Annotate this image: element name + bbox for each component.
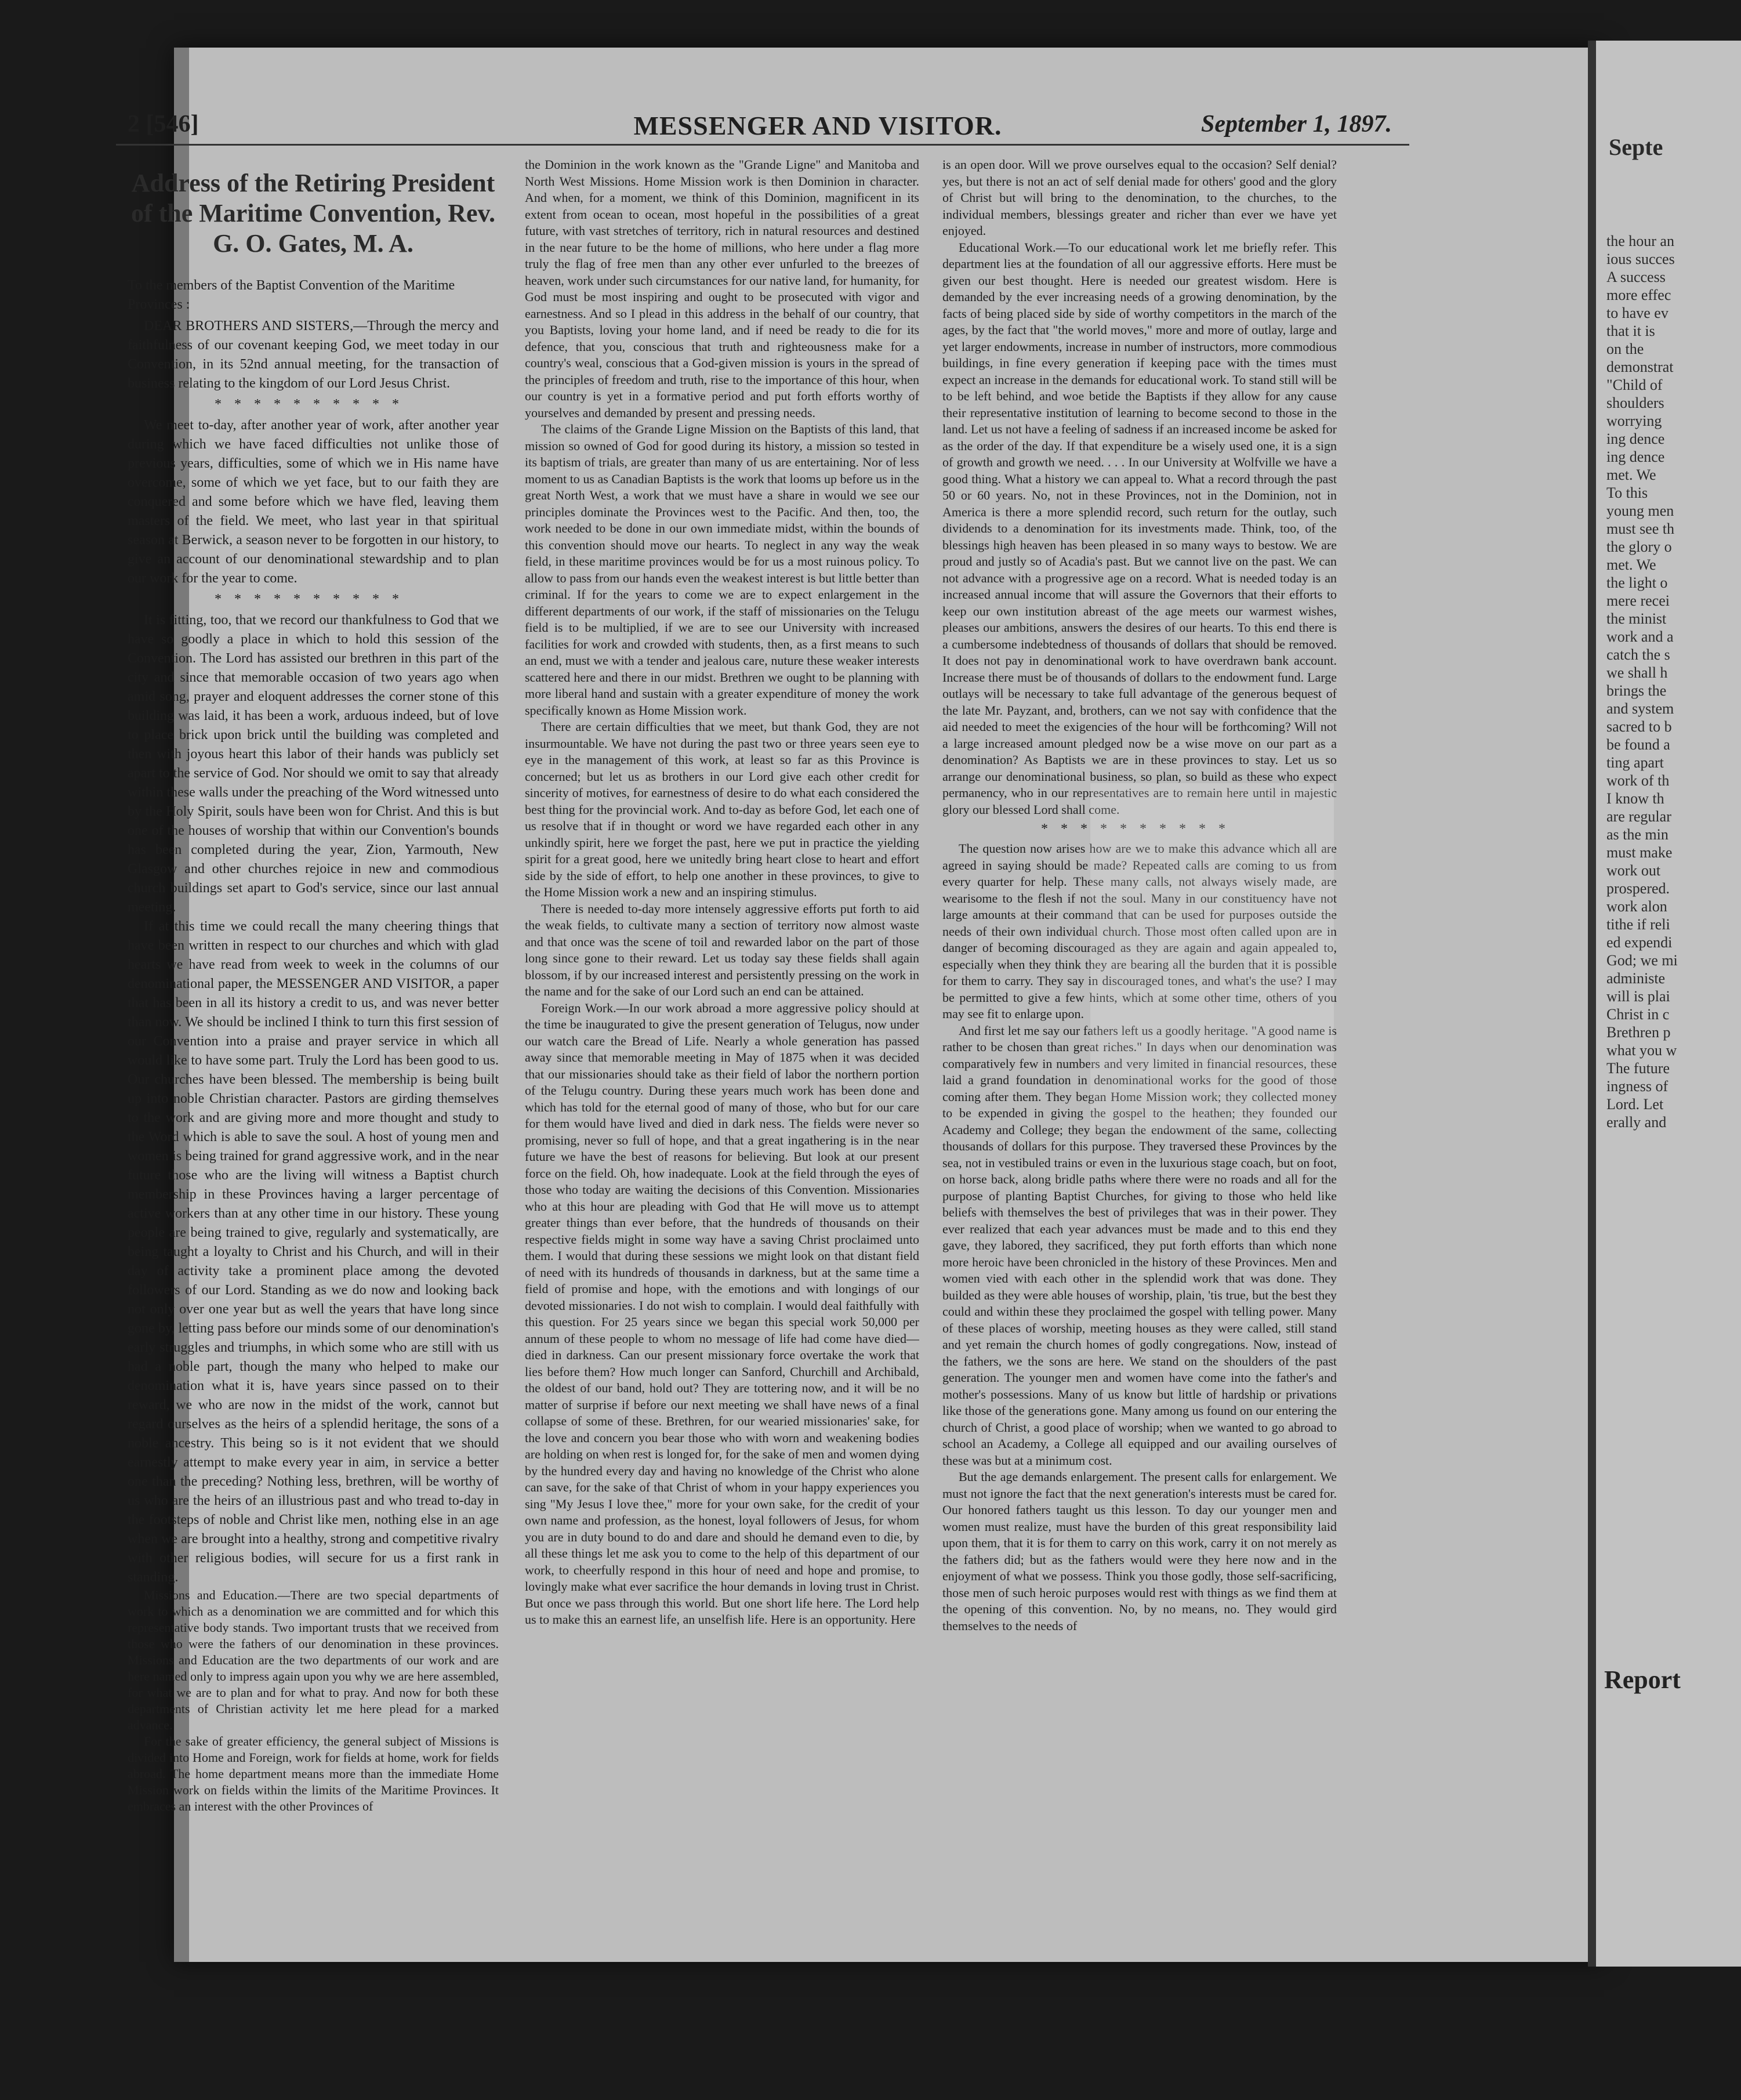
adjacent-page-line: met. We <box>1606 466 1656 483</box>
adjacent-page-line: that it is <box>1606 323 1655 339</box>
adjacent-page-text <box>1606 232 1741 1131</box>
column-2 <box>525 157 919 1943</box>
paragraph: For the sake of greater efficiency, the general subject of Missions is divided into Home and Foreign, work for fields at home, work for fields abroad. The home department means more than the immediate Home Mission work on fields within the limits of the Maritime Provinces. It embraces an interest with the other Provinces of <box>128 1734 499 1813</box>
adjacent-page-line: work of th <box>1606 772 1670 789</box>
adjacent-page-report-heading: Report <box>1604 1665 1681 1694</box>
adjacent-page-line: mere recei <box>1606 592 1670 609</box>
adjacent-page-line: young men <box>1606 502 1674 519</box>
adjacent-page-line: administe <box>1606 970 1666 987</box>
paragraph: Missions and Education.—There are two special departments of work to which as a denomination we are committed and for which this representative body stands. Two important trusts that we received from those who were the fathers of our denomination in these provinces. Missions and Education are the two departments of our work and are here named only to impress again upon you why we are here assembled, for what we are to plan and for what to pray. And now for both these departments of Christian activity let me here plead for a marked advance. <box>128 1588 499 1732</box>
adjacent-page-line: worrying <box>1606 412 1662 429</box>
column-1 <box>128 157 499 1943</box>
page-number: 2 [546] <box>128 111 199 137</box>
adjacent-page-line: more effec <box>1606 287 1671 303</box>
section-divider: ********** <box>215 397 412 412</box>
adjacent-page-line: must see th <box>1606 520 1674 537</box>
paragraph: And first let me say our fathers left us a goodly heritage. "A good name is rather to be chosen than great riches." In days when our denomination was comparatively few in numbers and very limited in financial resources, these laid a grand foundation in denominational works for the good of those coming after them. They began Home Mission work; they collected money to be expended in giving the gospel to the heathen; they founded our Academy and College; they began the endowment of the same, collecting thousands of dollars for this purpose. They traversed these Provinces by the sea, not in vestibuled trains or even in the luxurious stage coach, but on foot, on horse back, along bridle paths where there were no roads and all for the purpose of planting Baptist Churches, for giving to those who held like beliefs with themselves the best of privileges that was in their power. They ever realized that each year advances must be made and to this end they gave, they labored, they sacrificed, they put forth efforts than which none more heroic have been chronicled in the history of these Provinces. Men and women vied with each other in the splendid work that was done. They builded as they were able houses of worship, plain, 'tis true, but the best they could and within these they proclaimed the gospel with telling power. Many of these places of worship, meeting houses as they were called, still stand and yet remain the church homes of godly congregations. Now, instead of the fathers, we the sons are here. We stand on the shoulders of the past generation. The younger men and women have come into the father's and mother's possessions. Many of us know but little of hardship or privations like those of the generations gone. Many among us found on our entering the church of Christ, a good place of worship; when we wanted to go abroad to school an Academy, a College all equipped and our availing ourselves of these was but at a minimum cost. <box>942 1023 1337 1468</box>
adjacent-page-line: the light o <box>1606 574 1668 591</box>
adjacent-page-line: and system <box>1606 700 1674 717</box>
adjacent-page-line: The future <box>1606 1060 1670 1077</box>
adjacent-page-line: ious succes <box>1606 251 1675 267</box>
paragraph: But the age demands enlargement. The present calls for enlargement. We must not ignore the fact that the next generation's interests must be cared for. Our honored fathers taught us this lesson. To day our younger men and women must realize, must have the burden of this great responsibility laid upon them, that it is for them to carry on this work, carry it on not merely as the fathers did; but as the fathers would were they here now and in the enjoyment of what we possess. Think you those godly, those self-sacrificing, those men of such heroic purposes would rest with things as we find them at the opening of this convention. No, by no means, no. They would gird themselves to the needs of <box>942 1469 1337 1633</box>
adjacent-page-line: God; we mi <box>1606 952 1678 969</box>
paragraph: The question now arises how are we to make this advance which all are agreed in saying should be made? Repeated calls are coming to us from every quarter for help. These many calls, not always wisely made, are wearisome to the flesh if not the soul. Many in our constituency have not large amounts at their command that can be used for purposes outside the needs of their own individual church. Those most often called upon are in danger of becoming discouraged as they are again and again appealed to, especially when they think they are bearing all the burden that it is possible for them to carry. They say in discouraged tones, and what's the use? I may be permitted to give a few hints, which at some other time, others of you may see fit to enlarge upon. <box>942 841 1337 1021</box>
adjacent-page-line: on the <box>1606 341 1644 357</box>
section-divider: ********** <box>1041 821 1238 837</box>
adjacent-page-line: A success <box>1606 269 1666 285</box>
header-rule <box>116 144 1409 146</box>
adjacent-page-line: as the min <box>1606 826 1669 843</box>
adjacent-page-line: we shall h <box>1606 664 1668 681</box>
adjacent-page-line: ingness of <box>1606 1078 1669 1095</box>
adjacent-page-line: Lord. Let <box>1606 1096 1664 1113</box>
adjacent-page <box>1588 41 1741 1967</box>
adjacent-page-line: are regular <box>1606 808 1671 825</box>
adjacent-page-line: be found a <box>1606 736 1670 753</box>
adjacent-page-line: the hour an <box>1606 233 1674 249</box>
adjacent-page-line: work alon <box>1606 898 1667 915</box>
paragraph: DEAR BROTHERS AND SISTERS,—Through the mercy and faithfulness of our covenant keeping God, we meet today in our Convention, in its 52nd annual meeting, for the transaction of business relating to the kingdom of our Lord Jesus Christ. <box>128 318 499 391</box>
paragraph: Educational Work.—To our educational work let me briefly refer. This department lies at the foundation of all our aggressive efforts. Here must be given our best thought. Here is needed our greatest wisdom. Here is demanded by the ever increasing needs of a growing denomination, by the facts of being placed side by side of worthy competitors in the march of the ages, by the fact that "the world moves," more and more of outlay, large and yet larger endowments, increase in number of instructors, more commodious buildings, in fine every generation if keeping pace with the times must expect an increase in the demands for educational work. To stand still will be to be left behind, and woe betide the Baptists if they allow for any cause their representative institution of learning to become second to those in the land. Let us not have a feeling of sadness if an increased income be asked for as the order of the day. If that expenditure be a wisely used one, it is a sign of growth and growth we need. . . . In our University at Wolfville we have a good thing. What a history we can appeal to. What a record through the past 50 or 60 years. No, not in these Provinces, not in the Dominion, not in America is there a more splendid record, such return for the outlay, such dividends to a denomination for its investments made. Think, too, of the blessings high heaven has been pleased in so many ways to bestow. We are proud and justly so of Acadia's past. But we cannot live on the past. We can not advance with a progressive age on a record. What is needed today is an increased annual income that will assure the Governors that their efforts to keep our own institution abreast of the age meets our warmest wishes, pleases our ambitions, answers the desires of our hearts. To this end there is a cumbersome indebtedness of thousands of dollars that should be removed. It does not pay in denominational work to have overdrawn bank account. Increase there must be of thousands of dollars to the endowment fund. Large outlays will be necessary to take full advantage of the generous bequest of the late Mr. Payzant, and, brothers, can we not say with confidence that the aid needed to meet the exigencies of the hour will be forthcoming? Will not a large increased amount pledged now be a wise move on our part as a denomination? As Baptists we are in these provinces to stay. Let us so arrange our denominational business, so plan, so build as these who expect permanency, who in our representatives are to remain here until in majestic glory our blessed Lord shall come. <box>942 240 1337 817</box>
paragraph: Foreign Work.—In our work abroad a more aggressive policy should at the time be inaugurated to give the present generation of Telugus, now under our watch care the Bread of Life. Nearly a whole generation has passed away since that memorable meeting in May of 1875 when it was decided that our missionaries should take as their field of labor the northern portion of the Telugu country. During these years much work has been done and which has told for the eternal good of many of those, who but for our care for them would have lived and died in dark ness. The fields were never so promising, never so full of hope, and that a great ingathering is in the near future we have the best of reasons for believing. But look at our present force on the field. Oh, how inadequate. Look at the field through the eyes of those who today are waiting the decisions of this Convention. Missionaries who at this hour are pleading with God that He will move us to attempt greater things than ever before, that the hundreds of thousands on their respective fields might in some way have a saving Christ proclaimed unto them. I would that during these sessions we might look on that distant field of need with its hundreds of thousands in darkness, but at the same time a field of promise and hope, with the emotions and with longings of our devoted missionaries. I do not wish to complain. I would deal faithfully with this question. For 25 years since we began this special work 50,000 per annum of these people to whom no message of life had come have died—died in darkness. Can our present missionary force overtake the work that lies before them? How much longer can Sanford, Churchill and Archibald, the oldest of our band, hold out? They are tottering now, and it will be no matter of surprise if before our next meeting we shall have news of a final collapse of some of these. Brethren, for our wearied missionaries' sake, for the love and concern you bear those who with worn and weakening bodies are holding on when rest is longed for, for the sake of men and women dying by the hundred every day and having no knowledge of the Christ who alone can save, for the sake of that Christ of whom in your happy experiences you sing "My Jesus I love thee," more for your own sake, for the credit of your own name and profession, as the honest, loyal followers of Jesus, for whom you are in duty bound to do and dare and should he demand even to die, by all these things let me ask you to come to the help of this department of our work, to cheerfully respond in this hour of need and hope and promise, to lovingly make what ever sacrifice the hour demands in loving trust in Christ. But once we pass through this world. But one short life here. The Lord help us to make this an earnest life, an unselfish life. Here is an opportunity. Here <box>525 1000 919 1627</box>
paragraph: There are certain difficulties that we meet, but thank God, they are not insurmountable. We have not during the past two or three years seen eye to eye in the management of this work, at least so far as this Province is concerned; but let us as brothers in our Lord give each other credit for sincerity of motives, for earnestness of desire to do what each considered the best thing for the provincial work. And to-day as before God, let each one of us resolve that if in thought or word we have regarded each other in any unkindly spirit, here we forget the past, here we put in practice the yielding spirit for a great good, here we unitedly bring heart close to heart and effort side by the side of effort, to help one another in these provinces, to give to the Home Mission work a new and an inspiring stimulus. <box>525 719 919 899</box>
paragraph: the Dominion in the work known as the "Grande Ligne" and Manitoba and North West Missions. Home Mission work is then Dominion in character. And when, for a moment, we think of this Dominion, magnificent in its extent from ocean to ocean, most hopeful in the possibilities of a great future, with vast stretches of territory, rich in natural resources and destined in the near future to be the home of millions, who here under a flag more truly the flag of free men than any other ever unfurled to the breezes of heaven, work under such circumstances for our native land, for humanity, for God must be most inspiring and ought to be prosecuted with vigor and earnestness. And so I plead in this address in the behalf of our country, that you Baptists, loving your home land, and if need be ready to die for its defence, that you, conscious that truth and righteousness make for a country's weal, conscious that a God-given mission is yours in the spread of the principles of freedom and truth, rise to the importance of this hour, when our country is yet in a formative period and put forth efforts worthy of yourselves and demanded by present and pressing needs. <box>525 157 919 420</box>
adjacent-page-line: Christ in c <box>1606 1006 1670 1023</box>
adjacent-page-line: will is plai <box>1606 988 1670 1005</box>
adjacent-page-line: the glory o <box>1606 538 1672 555</box>
newspaper-title: MESSENGER AND VISITOR. <box>633 111 1002 140</box>
adjacent-page-line: ting apart <box>1606 754 1664 771</box>
adjacent-page-line: what you w <box>1606 1042 1677 1059</box>
section-divider: ********** <box>215 592 412 607</box>
adjacent-page-line: ed expendi <box>1606 934 1673 951</box>
adjacent-page-line: brings the <box>1606 682 1667 699</box>
adjacent-page-line: the minist <box>1606 610 1667 627</box>
adjacent-page-line: shoulders <box>1606 394 1664 411</box>
adjacent-page-line: met. We <box>1606 556 1656 573</box>
adjacent-page-line: ing dence <box>1606 430 1665 447</box>
adjacent-page-line: ing dence <box>1606 448 1665 465</box>
adjacent-page-header: Septe <box>1609 134 1663 160</box>
adjacent-page-line: work and a <box>1606 628 1674 645</box>
adjacent-page-line: tithe if reli <box>1606 916 1670 933</box>
article-title: Address of the Retiring President of the Maritime Convention, Rev. G. O. Gates, M. A. <box>130 169 496 258</box>
adjacent-page-line: prospered. <box>1606 880 1670 897</box>
paragraph: We meet to-day, after another year of work, after another year during which we have faced difficulties not unlike those of previous years, difficulties, some of which we in His name have overcome, some of which we yet face, but to our faith they are conquered and some before which we have fled, leaving them masters of the field. We meet, who last year in that spiritual season at Berwick, a season never to be forgotten in our history, to give an account of our denominational stewardship and to plan our work for the year to come. <box>128 418 499 586</box>
issue-date: September 1, 1897. <box>1201 111 1392 137</box>
adjacent-page-line: erally and <box>1606 1114 1667 1131</box>
paragraph: is an open door. Will we prove ourselves equal to the occasion? Self denial? yes, but there is not an act of self denial made for others' good and the glory of Christ but will bring to the denomination, to the churches, to the individual members, blessings greater and richer than ever we have yet enjoyed. <box>942 157 1337 238</box>
adjacent-page-line: must make <box>1606 844 1673 861</box>
adjacent-page-line: sacred to b <box>1606 718 1672 735</box>
paragraph: If at this time we could recall the many cheering things that have been written in respect to our churches and which with glad hearts we have read from week to week in the columns of our denominational paper, the MESSENGER AND VISITOR, a paper that has been in all its history a credit to us, and was never better than now. We should be inclined I think to turn this first session of our Convention into a praise and prayer service in which all would like to have some part. Truly the Lord has been good to us. Our churches have been blessed. The membership is being built up into noble Christian character. Pastors are girding themselves to the work and are giving more and more thought and study to the Word which is able to save the soul. A host of young men and women is being trained for grand aggressive work, and in the near future those who are the living will witness a Baptist church membership in these Provinces having a larger percentage of active workers than at any other time in our history. These young people are being trained to give, regularly and systematically, are being taught a loyalty to Christ and his Church, and will in their day of activity take a prominent place among the devoted followers of our Lord. Standing as we do now and looking back not only over one year but as well the years that have long since gone by, letting pass before our minds some of our denomination's early struggles and triumphs, in which some who are still with us had a noble part, though the many who helped to make our denomination what it is, have years since passed on to their reward, we who are now in the midst of the work, cannot but regard ourselves as the heirs of a splendid heritage, the sons of a noble ancestry. This being so is it not evident that we should earnestly attempt to make every year in aim, in service a better one than the preceding? Nothing less, brethren, will be worthy of us who are the heirs of an illustrious past and who tread to-day in the footsteps of noble and Christ like men, nothing else in an age when we are brought into a healthy, strong and competitive rivalry with other religious bodies, will secure for us a first rank in standing. <box>128 919 499 1585</box>
adjacent-page-line: to have ev <box>1606 305 1669 321</box>
adjacent-page-line: catch the s <box>1606 646 1670 663</box>
adjacent-page-line: work out <box>1606 862 1661 879</box>
salutation: To the members of the Baptist Convention of the Maritime Provinces : <box>128 278 455 312</box>
paragraph: There is needed to-day more intensely aggressive efforts put forth to aid the weak fields, to cultivate many a section of territory now almost waste and that once was the scene of toil and rewarded labor on the part of those long since gone to their reward. Let us today say these fields shall again blossom, if by our increased interest and persistently pressing on the work in the name and for the sake of our Lord such an end can be attained. <box>525 901 919 998</box>
paragraph: It is fitting, too, that we record our thankfulness to God that we have so goodly a place in which to hold this session of the Convention. The Lord has assisted our brethren in this part of the city and since that memorable occasion of two years ago when amid song, prayer and eloquent addresses the corner stone of this building was laid, it has been a work, arduous indeed, but of love to place brick upon brick until the building was completed and then with joyous heart this labor of their hands was publicly set apart to the service of God. Nor should we omit to say that already within these walls under the preaching of the Word witnessed unto by the Holy Spirit, souls have been won for Christ. And this is but one of the houses of worship that within our Convention's bounds has been completed during the year, Zion, Yarmouth, New Glasgow and other churches rejoice in new and commodious church buildings set apart to God's service, since our last annual meeting. <box>128 613 499 915</box>
column-3 <box>942 157 1337 1943</box>
paragraph: The claims of the Grande Ligne Mission on the Baptists of this land, that mission so owned of God for good during its history, a mission so tested in its baptism of trials, are greater than many of us are entertaining. Nor of less moment to us as Canadian Baptists is the work that looms up before us in the great North West, a work that we must have a share in would we see our principles dominate the Provinces west to the Pacific. And then, too, the work needed to be done in our own immediate midst, within the bounds of this convention should move our hearts. To neglect in any way the weak field, in these maritime provinces would be for us a most ruinous policy. To allow to pass from our hands even the weakest interest is but little better than criminal. If for the years to come we are to expect enlargement in the different departments of our work, if the staff of missionaries on the Telugu field is to be multiplied, if we are to see our University with increased facilities for work and crowded with students, then, as a first means to such an end, must we with a tender and jealous care, nuture these weaker interests scattered here and there in our midst. Brethren we ought to be planning with more liberal hand and sustain with a greater expenditure of money the work specifically known as Home Mission work. <box>525 422 919 718</box>
adjacent-page-line: I know th <box>1606 790 1664 807</box>
adjacent-page-line: "Child of <box>1606 376 1663 393</box>
adjacent-page-line: Brethren p <box>1606 1024 1671 1041</box>
adjacent-page-line: demonstrat <box>1606 359 1674 375</box>
adjacent-page-line: To this <box>1606 484 1648 501</box>
